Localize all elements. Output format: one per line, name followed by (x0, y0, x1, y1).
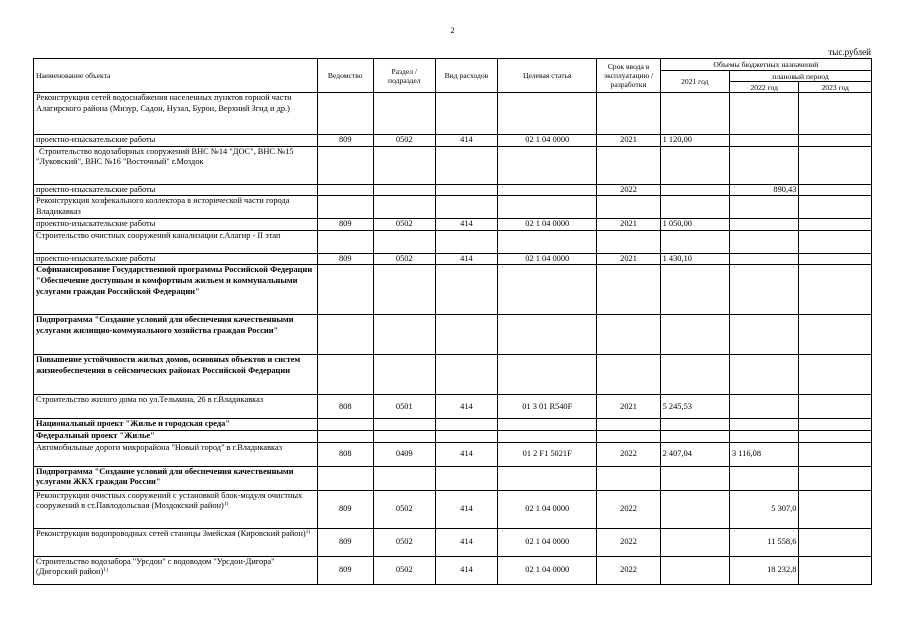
cell-department (317, 315, 373, 355)
table-row (34, 442, 872, 466)
cell-department (317, 265, 373, 315)
cell-expense-type: 414 (435, 528, 497, 556)
cell-department (317, 196, 373, 219)
cell-department (317, 93, 373, 135)
cell-expense-type: 414 (435, 135, 497, 147)
cell-section (373, 430, 435, 442)
cell-commissioning (597, 419, 660, 431)
table-row (34, 395, 872, 419)
cell-department (317, 230, 373, 253)
cell-department: 809 (317, 528, 373, 556)
cell-commissioning: 2021 (597, 395, 660, 419)
table-row (34, 556, 872, 584)
header-name: Наименование объекта (34, 59, 318, 93)
cell-target-article: 02 1 04 0000 (498, 135, 597, 147)
cell-amount-2022 (730, 230, 799, 253)
table-row (34, 253, 872, 265)
cell-expense-type (435, 355, 497, 395)
object-name-text: Национальный проект "Жилье и городская среда" (36, 419, 230, 429)
cell-amount-2021: 1 120,00 (660, 135, 729, 147)
cell-commissioning (597, 466, 660, 490)
cell-section (373, 93, 435, 135)
cell-section (373, 315, 435, 355)
cell-amount-2021 (660, 93, 729, 135)
cell-amount-2023 (799, 230, 872, 253)
cell-department: 809 (317, 253, 373, 265)
table-row (34, 146, 872, 184)
table-row (34, 196, 872, 219)
object-name-text: проектно-изыскательские работы (36, 135, 156, 144)
cell-object-name (34, 466, 318, 490)
cell-amount-2022: 3 116,08 (730, 442, 799, 466)
cell-object-name (34, 253, 318, 265)
cell-amount-2023 (799, 556, 872, 584)
cell-expense-type (435, 196, 497, 219)
cell-amount-2023 (799, 466, 872, 490)
header-year-2023: 2023 год (799, 82, 872, 93)
object-name-text: проектно-изыскательские работы (36, 184, 156, 194)
cell-commissioning (597, 355, 660, 395)
table-body (34, 93, 872, 585)
cell-amount-2021 (660, 230, 729, 253)
cell-amount-2023 (799, 395, 872, 419)
cell-amount-2022 (730, 395, 799, 419)
cell-department: 808 (317, 442, 373, 466)
cell-commissioning: 2022 (597, 528, 660, 556)
cell-target-article: 02 1 04 0000 (498, 528, 597, 556)
cell-amount-2021 (660, 490, 729, 528)
cell-object-name (34, 219, 318, 231)
header-department: Ведомство (317, 59, 373, 93)
object-name-text: проектно-изыскательские работы (36, 253, 156, 263)
cell-expense-type (435, 93, 497, 135)
cell-expense-type: 414 (435, 219, 497, 231)
cell-object-name (34, 184, 318, 196)
cell-section (373, 466, 435, 490)
object-name-text: Строительство водозаборных сооружений ВНС №14 "ДОС", ВНС №15 "Луковский", ВНС №16 "Восточный" г.Моздок (36, 146, 294, 167)
cell-target-article (498, 315, 597, 355)
cell-expense-type: 414 (435, 253, 497, 265)
cell-expense-type (435, 466, 497, 490)
cell-amount-2021 (660, 556, 729, 584)
cell-amount-2023 (799, 196, 872, 219)
cell-target-article (498, 196, 597, 219)
cell-target-article (498, 419, 597, 431)
cell-target-article: 02 1 04 0000 (498, 253, 597, 265)
cell-commissioning: 2022 (597, 556, 660, 584)
cell-amount-2023 (799, 93, 872, 135)
header-planning-period: плановый период (730, 71, 872, 82)
cell-object-name (34, 265, 318, 315)
cell-object-name (34, 146, 318, 184)
units-label: тыс.рублей (828, 47, 871, 57)
header-commissioning: Срок ввода в эксплуатацию / разработки (597, 59, 660, 93)
object-name-text: Строительство очистных сооружений канализации г.Алагир - II этап (36, 230, 281, 240)
cell-target-article (498, 146, 597, 184)
cell-object-name (34, 315, 318, 355)
cell-section (373, 419, 435, 431)
cell-amount-2023 (799, 419, 872, 431)
cell-target-article: 02 1 04 0000 (498, 490, 597, 528)
footnote-marker: 1) (305, 528, 311, 535)
cell-expense-type (435, 419, 497, 431)
cell-object-name (34, 430, 318, 442)
cell-amount-2022 (730, 430, 799, 442)
cell-section (373, 230, 435, 253)
cell-amount-2021: 1 050,00 (660, 219, 729, 231)
cell-amount-2022: 5 307,0 (730, 490, 799, 528)
cell-section (373, 184, 435, 196)
cell-amount-2021 (660, 184, 729, 196)
cell-amount-2023 (799, 315, 872, 355)
cell-section: 0501 (373, 395, 435, 419)
cell-object-name (34, 355, 318, 395)
cell-amount-2022 (730, 146, 799, 184)
table-row (34, 230, 872, 253)
cell-amount-2023 (799, 265, 872, 315)
cell-commissioning: 2022 (597, 490, 660, 528)
cell-expense-type (435, 265, 497, 315)
table-row (34, 430, 872, 442)
table-row (34, 466, 872, 490)
cell-amount-2021 (660, 196, 729, 219)
cell-amount-2022 (730, 135, 799, 147)
cell-amount-2022 (730, 355, 799, 395)
table-row (34, 93, 872, 135)
object-name-text: Реконструкция водопроводных сетей станицы Змейская (Кировский район) (36, 528, 306, 538)
cell-amount-2021 (660, 265, 729, 315)
cell-commissioning (597, 146, 660, 184)
cell-commissioning (597, 430, 660, 442)
cell-section: 0502 (373, 219, 435, 231)
cell-object-name (34, 395, 318, 419)
cell-expense-type: 414 (435, 556, 497, 584)
cell-target-article (498, 355, 597, 395)
cell-amount-2023 (799, 146, 872, 184)
cell-expense-type (435, 230, 497, 253)
table-header (34, 59, 872, 93)
header-section: Раздел / подраздел (373, 59, 435, 93)
footnote-marker: 1) (103, 567, 108, 574)
cell-section: 0502 (373, 490, 435, 528)
cell-amount-2021 (660, 419, 729, 431)
object-name-text: Реконструкция сетей водоснабжения населенных пунктов горной части Алагирского района (Мизур, Садон, Нузал, Бурон, Верхний Згид и др.) (36, 93, 292, 113)
cell-amount-2023 (799, 355, 872, 395)
cell-amount-2021 (660, 430, 729, 442)
object-name-text: Реконструкция очистных сооружений с установкой блок-модуля очистных сооружений в ст.Павлодольская (Моздокский район) (36, 490, 303, 511)
cell-object-name (34, 556, 318, 584)
table-row (34, 490, 872, 528)
cell-amount-2022: 11 558,6 (730, 528, 799, 556)
cell-amount-2022: 18 232,8 (730, 556, 799, 584)
cell-object-name (34, 528, 318, 556)
cell-amount-2021: 1 430,10 (660, 253, 729, 265)
cell-department: 808 (317, 395, 373, 419)
cell-expense-type (435, 184, 497, 196)
cell-amount-2022 (730, 419, 799, 431)
cell-amount-2023 (799, 430, 872, 442)
cell-department: 809 (317, 219, 373, 231)
cell-expense-type (435, 430, 497, 442)
cell-amount-2022 (730, 196, 799, 219)
cell-object-name (34, 419, 318, 431)
cell-department (317, 355, 373, 395)
cell-commissioning (597, 196, 660, 219)
object-name-text: Реконструкция хозфекального коллектора в исторической части города Владикавказ (36, 196, 290, 216)
cell-section (373, 196, 435, 219)
header-year-2021: 2021 год (660, 71, 729, 93)
header-budget-group: Объемы бюджетных назначений (660, 59, 871, 71)
cell-section: 0502 (373, 556, 435, 584)
cell-section: 0502 (373, 528, 435, 556)
cell-amount-2022 (730, 253, 799, 265)
object-name-text: Софинансирование Государственной программы Российской Федерации "Обеспечение доступным и комфортным жильем и коммунальными услугами граждан Российской Федерации" (36, 265, 313, 296)
object-name-text: Автомобильные дороги микрорайона "Новый город" в г.Владикавказ (36, 442, 283, 452)
cell-amount-2021 (660, 315, 729, 355)
cell-commissioning (597, 315, 660, 355)
cell-commissioning (597, 230, 660, 253)
cell-expense-type: 414 (435, 490, 497, 528)
cell-amount-2022 (730, 466, 799, 490)
cell-amount-2023 (799, 490, 872, 528)
object-name-text: Подпрограмма "Создание условий для обеспечения качественными услугами жилищно-коммунального хозяйства граждан России" (36, 315, 294, 335)
cell-commissioning (597, 93, 660, 135)
cell-commissioning (597, 265, 660, 315)
table-row (34, 135, 872, 147)
cell-object-name (34, 442, 318, 466)
cell-target-article: 01 2 F1 5021F (498, 442, 597, 466)
cell-target-article: 02 1 04 0000 (498, 219, 597, 231)
table-row (34, 184, 872, 196)
cell-object-name (34, 230, 318, 253)
cell-target-article (498, 93, 597, 135)
object-name-text: проектно-изыскательские работы (36, 219, 156, 229)
cell-section: 0409 (373, 442, 435, 466)
cell-target-article (498, 230, 597, 253)
cell-target-article (498, 466, 597, 490)
cell-department (317, 184, 373, 196)
cell-amount-2023 (799, 219, 872, 231)
cell-object-name (34, 93, 318, 135)
cell-department (317, 466, 373, 490)
cell-object-name (34, 490, 318, 528)
object-name-text: Федеральный проект "Жилье" (36, 430, 155, 440)
cell-expense-type (435, 146, 497, 184)
cell-amount-2021 (660, 466, 729, 490)
cell-department: 809 (317, 556, 373, 584)
cell-commissioning: 2021 (597, 253, 660, 265)
table-row (34, 265, 872, 315)
table-row (34, 315, 872, 355)
header-expense-type: Вид расходов (435, 59, 497, 93)
cell-section (373, 355, 435, 395)
cell-amount-2022 (730, 315, 799, 355)
object-name-text: Подпрограмма "Создание условий для обеспечения качественными услугами ЖКХ граждан России" (36, 466, 294, 487)
cell-object-name (34, 135, 318, 147)
cell-department: 809 (317, 135, 373, 147)
cell-amount-2021: 5 245,53 (660, 395, 729, 419)
table-row (34, 528, 872, 556)
cell-amount-2022: 890,43 (730, 184, 799, 196)
cell-amount-2022 (730, 265, 799, 315)
cell-department (317, 146, 373, 184)
cell-amount-2021 (660, 355, 729, 395)
cell-amount-2023 (799, 135, 872, 147)
cell-section (373, 146, 435, 184)
cell-amount-2022 (730, 93, 799, 135)
budget-table (33, 58, 872, 585)
cell-target-article (498, 430, 597, 442)
cell-section: 0502 (373, 135, 435, 147)
cell-expense-type: 414 (435, 395, 497, 419)
cell-amount-2021 (660, 146, 729, 184)
cell-amount-2023 (799, 253, 872, 265)
cell-object-name (34, 196, 318, 219)
cell-target-article: 02 1 04 0000 (498, 556, 597, 584)
table-row (34, 355, 872, 395)
cell-section: 0502 (373, 253, 435, 265)
cell-commissioning: 2021 (597, 135, 660, 147)
object-name-text: Повышение устойчивости жилых домов, основных объектов и систем жизнеобеспечения в сейсмических районах Российской Федерации (36, 355, 301, 375)
cell-commissioning: 2021 (597, 219, 660, 231)
cell-department: 809 (317, 490, 373, 528)
cell-amount-2023 (799, 442, 872, 466)
cell-expense-type (435, 315, 497, 355)
footnote-marker: 1) (223, 501, 229, 508)
table-row (34, 419, 872, 431)
cell-target-article (498, 184, 597, 196)
cell-amount-2023 (799, 528, 872, 556)
header-target-article: Целевая статья (498, 59, 597, 93)
cell-amount-2022 (730, 219, 799, 231)
cell-commissioning: 2022 (597, 442, 660, 466)
table-row (34, 219, 872, 231)
cell-section (373, 265, 435, 315)
cell-target-article: 01 3 01 R540F (498, 395, 597, 419)
cell-commissioning: 2022 (597, 184, 660, 196)
cell-department (317, 430, 373, 442)
cell-amount-2023 (799, 184, 872, 196)
page-number: 2 (450, 26, 455, 35)
cell-expense-type: 414 (435, 442, 497, 466)
object-name-text: Строительство водозабора "Урсдон" с водоводом "Урсдон-Дигора" (Дигорский район) (36, 556, 275, 577)
header-year-2022: 2022 год (730, 82, 799, 93)
cell-department (317, 419, 373, 431)
cell-amount-2021: 2 407,04 (660, 442, 729, 466)
cell-target-article (498, 265, 597, 315)
object-name-text: Строительство жилого дома по ул.Тельмана, 26 в г.Владикавказ (36, 395, 264, 405)
cell-amount-2021 (660, 528, 729, 556)
